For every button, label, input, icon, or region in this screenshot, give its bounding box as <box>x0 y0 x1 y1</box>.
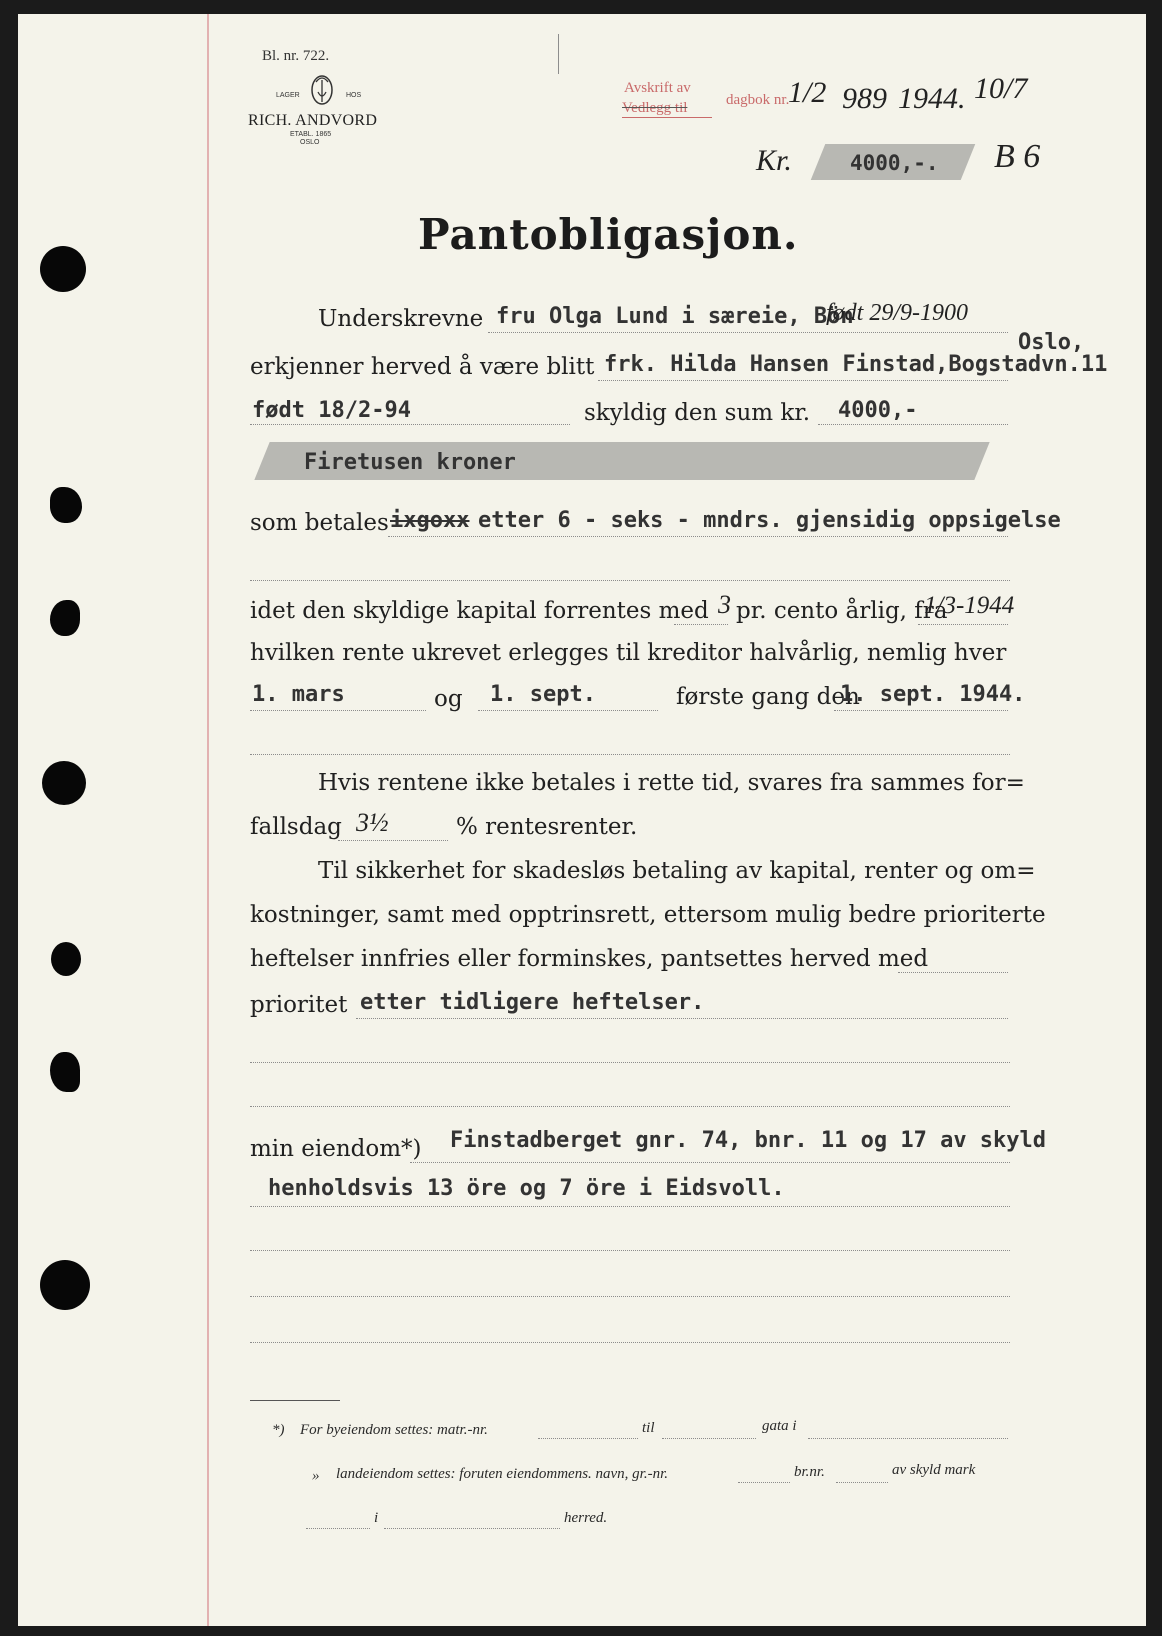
stamp-attachment-to: Vedlegg til <box>622 100 688 116</box>
fill-line <box>250 424 570 425</box>
fill-line <box>818 424 1008 425</box>
fill-line <box>250 1342 1010 1343</box>
kr-label: Kr. <box>756 144 792 177</box>
fill-line <box>306 1528 370 1529</box>
stamp-journal-label: dagbok nr. <box>726 92 790 108</box>
footnote-star: *) <box>272 1422 285 1438</box>
fill-line <box>250 1296 1010 1297</box>
fill-line <box>898 972 1008 973</box>
logo-text-left: LAGER <box>276 92 300 99</box>
payment-struck: ixgoxx <box>390 508 470 533</box>
payable-text: hvilken rente ukrevet erlegges til kreditor halvårlig, nemlig hver <box>250 640 1007 666</box>
creditor-city: Oslo, <box>1018 330 1085 355</box>
corner-mark: B 6 <box>994 138 1041 175</box>
security-line-2: kostninger, samt med opptrinsrett, ettersom mulig bedre prioriterte <box>250 902 1046 928</box>
sum-value: 4000,- <box>838 398 918 423</box>
footnote-city-label: For byeiendom settes: matr.-nr. <box>300 1422 488 1438</box>
fill-line <box>250 1106 1010 1107</box>
interest-date-1: 1. mars <box>252 682 345 707</box>
fill-line <box>836 1482 888 1483</box>
late-interest-rate: 3½ <box>356 808 389 837</box>
punch-hole <box>50 1052 80 1092</box>
property-line-1: Finstadberget gnr. 74, bnr. 11 og 17 av skyld <box>450 1128 1047 1153</box>
stamp-underline <box>622 117 712 118</box>
interest-rate: 3 <box>718 590 731 619</box>
fill-line <box>388 536 1008 537</box>
payment-terms: etter 6 - seks - mndrs. gjensidig oppsigelse <box>478 508 1061 533</box>
undersigned-birth: født 29/9-1900 <box>826 300 968 326</box>
punch-hole <box>40 1260 90 1310</box>
interest-label: idet den skyldige kapital forrentes med <box>250 598 709 624</box>
fill-line <box>250 1206 1010 1207</box>
first-date: 1. sept. 1944. <box>840 682 1026 707</box>
footnote-land-label: landeiendom settes: foruten eiendommens. navn, gr.-nr. <box>336 1466 669 1482</box>
priority-value: etter tidligere heftelser. <box>360 990 705 1015</box>
publisher-city: OSLO <box>300 139 320 146</box>
fill-line <box>738 1482 790 1483</box>
punch-hole <box>50 600 80 636</box>
fill-line <box>808 1438 1008 1439</box>
fill-line <box>662 1438 756 1439</box>
security-line-3: heftelser innfries eller forminskes, pantsettes herved med <box>250 946 929 972</box>
fill-line <box>410 1162 1010 1163</box>
fill-line <box>250 580 1010 581</box>
fill-line <box>384 1528 560 1529</box>
sum-label: skyldig den sum kr. <box>584 400 811 426</box>
creditor-label: erkjenner herved å være blitt <box>250 354 595 380</box>
fill-line <box>250 710 426 711</box>
footnote-street-label: gata i <box>762 1418 797 1434</box>
interest-from: 1/3-1944 <box>924 592 1015 619</box>
creditor-value: frk. Hilda Hansen Finstad,Bogstadvn.11 <box>604 352 1108 377</box>
document-title: Pantobligasjon. <box>418 210 799 259</box>
undersigned-label: Underskrevne <box>318 306 484 332</box>
journal-number: 989 <box>842 82 887 115</box>
footnote-in-label: i <box>374 1510 379 1526</box>
document-page <box>18 14 1146 1626</box>
punch-hole <box>42 761 86 805</box>
fill-line <box>250 1062 1010 1063</box>
punch-hole <box>51 942 81 976</box>
fill-line <box>250 1250 1010 1251</box>
fold-mark <box>558 34 559 74</box>
footnote-district-label: herred. <box>564 1510 608 1526</box>
stamp-fraction: 1/2 <box>788 76 827 109</box>
fill-line <box>598 380 1008 381</box>
logo-text-right: HOS <box>346 92 362 99</box>
punch-hole <box>50 487 82 523</box>
payment-label: som betales <box>250 510 389 536</box>
journal-year: 1944. <box>898 82 966 115</box>
amount-in-words: Firetusen kroner <box>304 450 516 475</box>
late-interest-text: Hvis rentene ikke betales i rette tid, svares fra sammes for= <box>318 770 1025 796</box>
fill-line <box>356 1018 1008 1019</box>
late-interest-rest: % rentesrenter. <box>456 814 638 840</box>
property-line-2: henholdsvis 13 öre og 7 öre i Eidsvoll. <box>268 1176 785 1201</box>
and-label: og <box>434 686 463 712</box>
footnote-rule <box>250 1400 340 1401</box>
creditor-birth: født 18/2-94 <box>252 398 411 423</box>
journal-date: 10/7 <box>974 72 1028 105</box>
fallsdag-label: fallsdag <box>250 814 342 840</box>
publisher-name: RICH. ANDVORD <box>248 112 378 129</box>
footnote-ditto: » <box>312 1468 320 1484</box>
punch-hole <box>40 246 86 292</box>
form-number: Bl. nr. 722. <box>262 48 330 64</box>
fill-line <box>478 710 658 711</box>
publisher-logo <box>300 70 344 110</box>
property-label: min eiendom*) <box>250 1136 422 1162</box>
stamp-copy-of: Avskrift av <box>624 80 691 96</box>
fill-line <box>918 624 1008 625</box>
fill-line <box>538 1438 638 1439</box>
publisher-established: ETABL. 1865 <box>290 131 332 138</box>
fill-line <box>338 840 448 841</box>
footnote-brnr-label: br.nr. <box>794 1464 825 1480</box>
fill-line <box>834 710 1008 711</box>
amount-value: 4000,-. <box>850 151 939 175</box>
fill-line <box>674 624 728 625</box>
margin-rule <box>207 14 209 1626</box>
footnote-to-label: til <box>642 1420 655 1436</box>
fill-line <box>250 754 1010 755</box>
undersigned-value: fru Olga Lund i særeie, Bön <box>496 304 854 329</box>
first-time-label: første gang den <box>676 684 860 710</box>
footnote-skyld-label: av skyld mark <box>892 1462 976 1478</box>
security-line-1: Til sikkerhet for skadesløs betaling av kapital, renter og om= <box>318 858 1036 884</box>
interest-mid: pr. cento årlig, fra <box>736 598 948 624</box>
priority-label: prioritet <box>250 992 348 1018</box>
fill-line <box>488 332 1008 333</box>
interest-date-2: 1. sept. <box>490 682 596 707</box>
